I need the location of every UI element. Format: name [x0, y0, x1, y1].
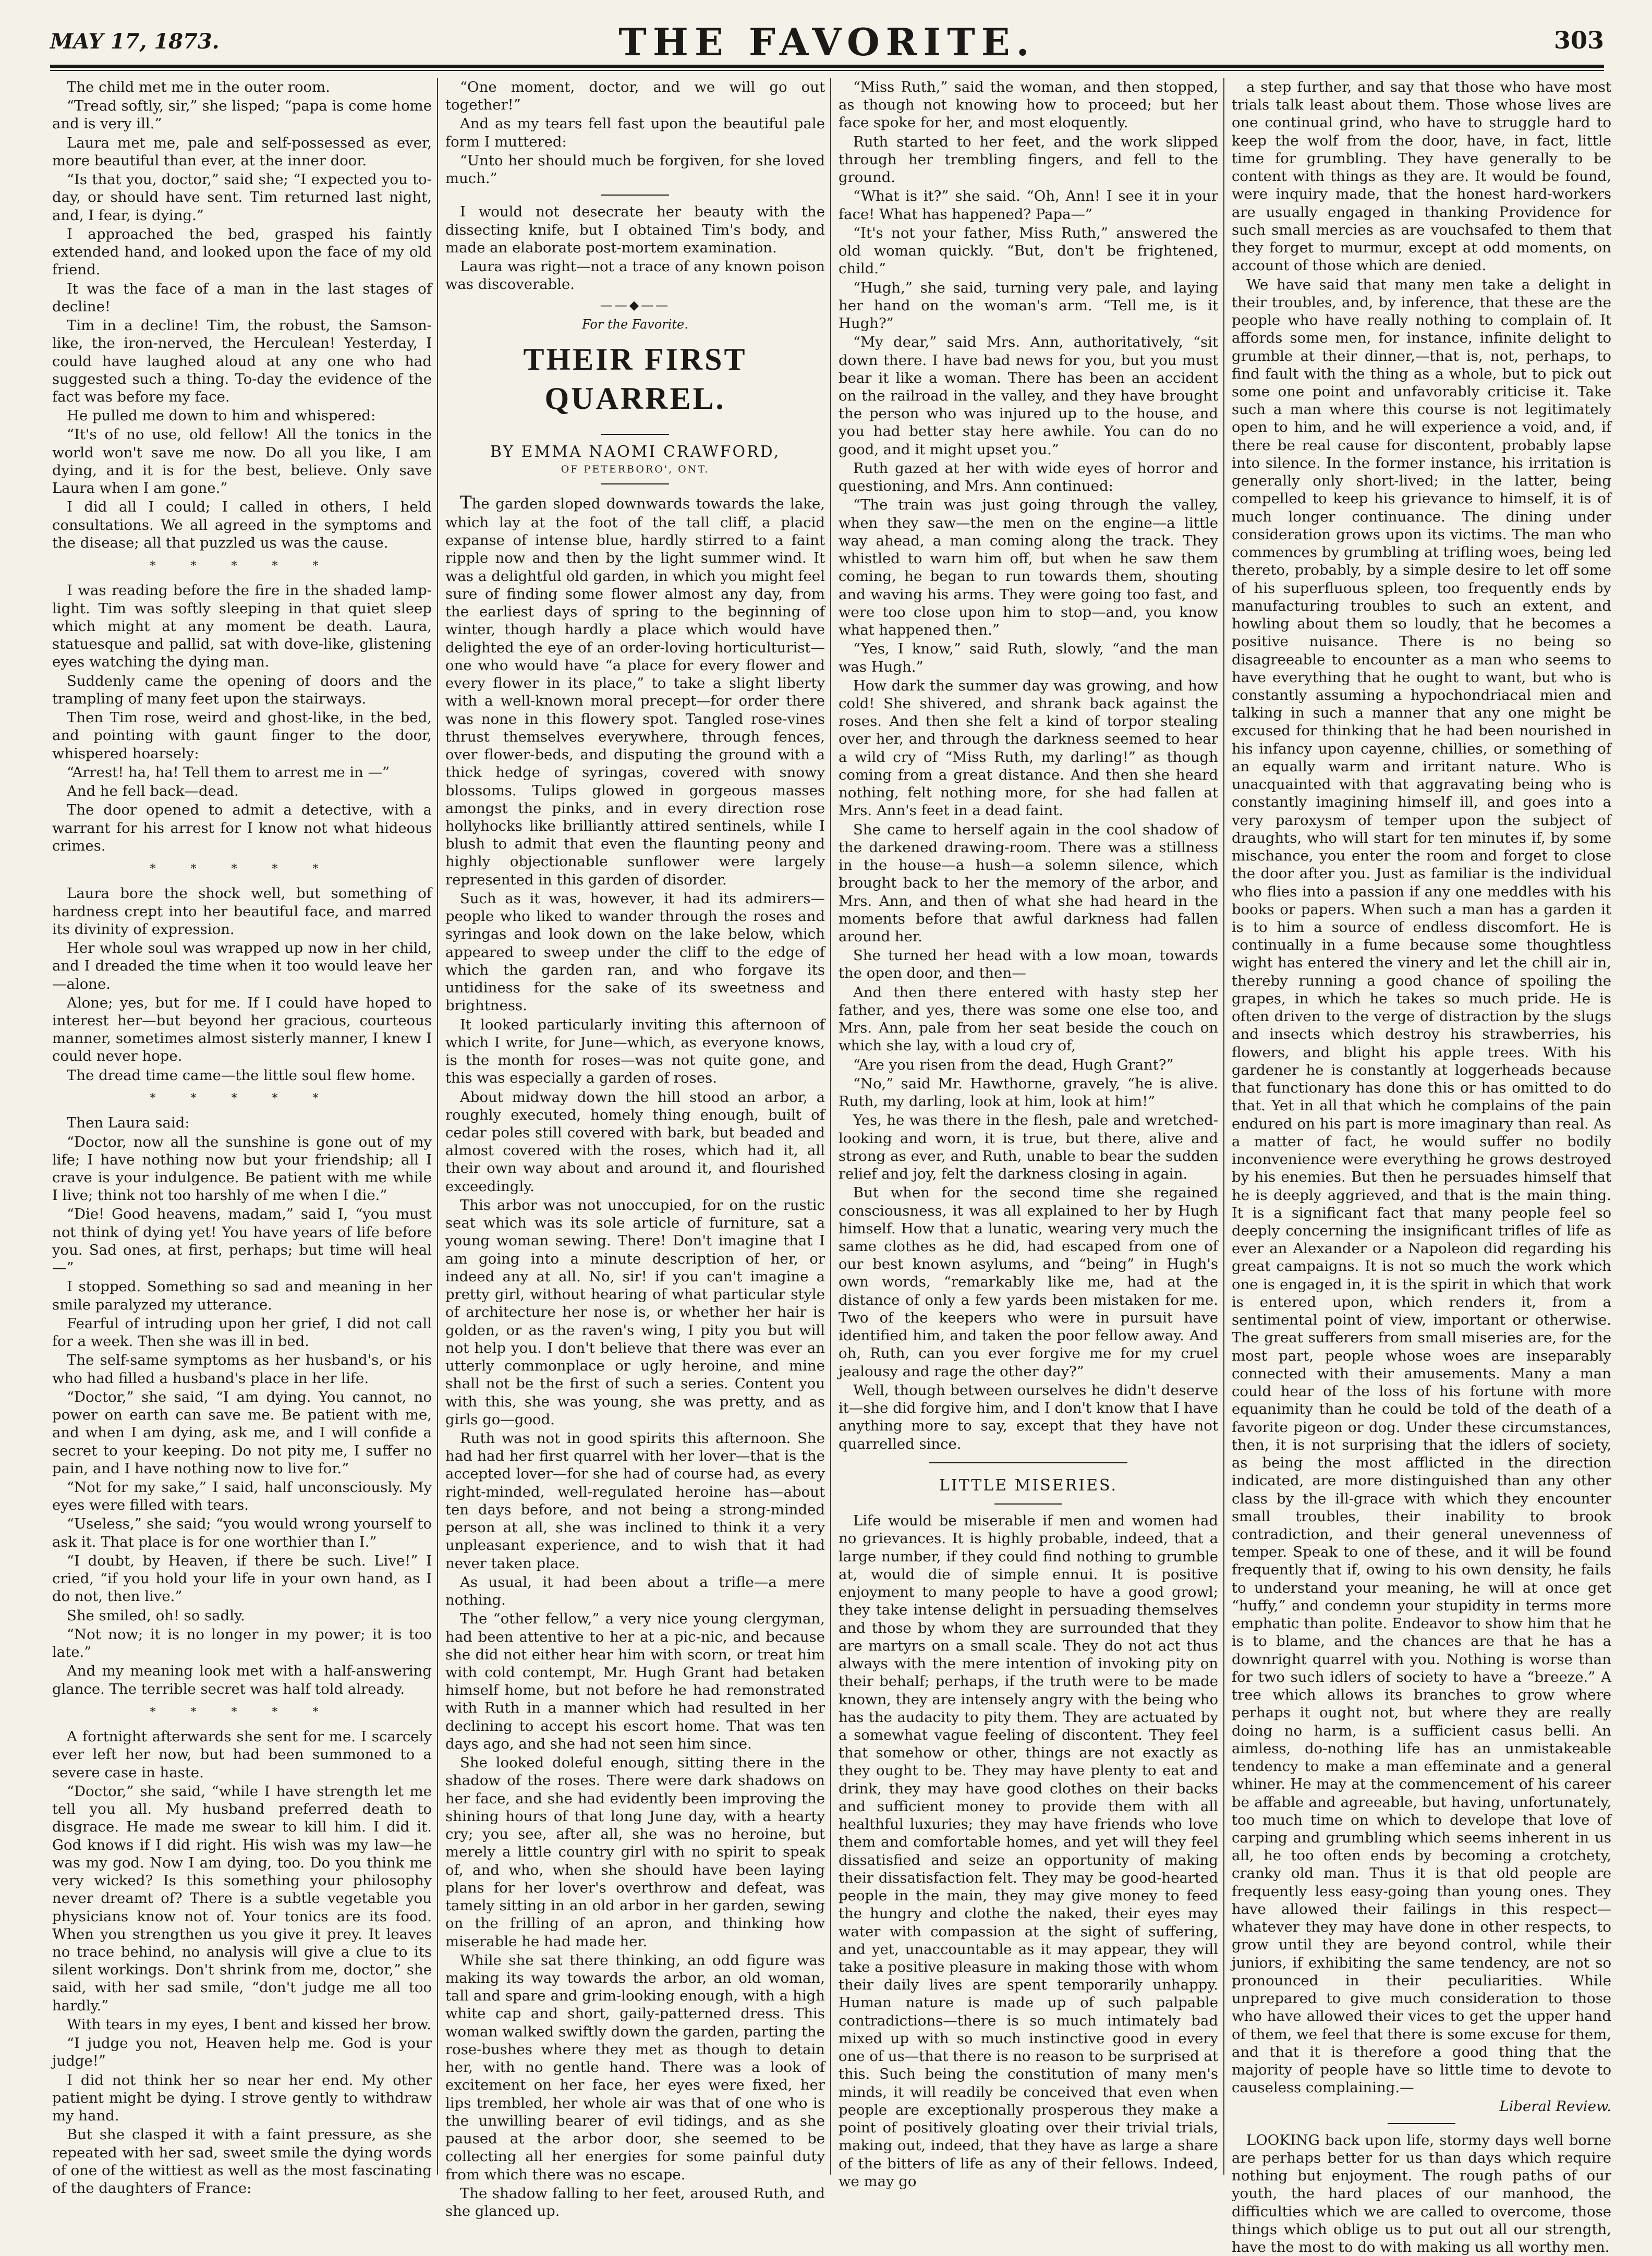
column-4 — [1232, 78, 1611, 2256]
paragraph: Ruth was not in good spirits this afternoon. She had had her first quarrel with her lover—that is the accepted lover—for she had of course had, as every right-minded, well-regulated heroine has—about ten days before, and not being a strong-minded person at all, she was inclined to think it a very unpleasant experience, and to wish that it had never taken place. — [445, 1429, 825, 1572]
paragraph: I approached the bed, grasped his faintly extended hand, and looked upon the face of my old friend. — [52, 225, 432, 278]
paragraph: And he fell back—dead. — [67, 783, 239, 800]
paragraph: “Die! Good heavens, madam,” said I, “you must not think of dying yet! You have years of life before you. Sad ones, at first, perhaps; but time will heal —” — [52, 1206, 432, 1277]
column-1 — [52, 78, 432, 2197]
paragraph: “It's of no use, old fellow! All the tonics in the world won't save me now. Do all you like, I am dying, and it is for the best, believe. Only save Laura when I am gone.” — [52, 426, 432, 497]
paragraph: Ruth gazed at her with wide eyes of horror and questioning, and Mrs. Ann continued: — [839, 459, 1218, 495]
paragraph: “Miss Ruth,” said the woman, and then stopped, as though not knowing how to proceed; but her face spoke for her, and most eloquently. — [839, 79, 1218, 131]
byline: BY EMMA NAOMI CRAWFORD, — [490, 442, 781, 461]
paragraph: And then there entered with hasty step her father, and yes, there was some one else too, and Mrs. Ann, pale from her seat beside the couch on which she lay, with a loud cry of, — [839, 984, 1218, 1054]
paragraph: “I judge you not, Heaven help me. God is your judge!” — [52, 2035, 432, 2070]
paragraph: And as my tears fell fast upon the beautiful pale form I muttered: — [445, 115, 825, 150]
column-2 — [445, 78, 825, 2220]
byline-residence: OF PETERBORO', ONT. — [561, 464, 710, 476]
paragraph: The garden sloped downwards towards the lake, which lay at the foot of the tall cliff, a placid expanse of intense blue, hardly stirred to a faint ripple now and then by the light summer wind. It was a delightful old garden, in which you might feel sure of finding some flower almost any day, from the earliest days of spring to the beginning of winter, though hardly a place which would have delighted the eye of an order-loving horticulturist—one who would have “a place for every flower and every flower in its place,” to take a slight liberty with a well-known moral precept—for order there was none in this flowery spot. Tangled rose-vines thrust themselves everywhere, through fences, over flower-beds, and disputing the ground with a thick hedge of syringas, covered with snowy blossoms. Tulips glowed in gorgeous masses amongst the pinks, and in every direction rose hollyhocks like brilliantly attired sentinels, while I blush to admit that even the flaunting peony and highly objectionable sunflower were largely represented in this garden of disorder. — [445, 492, 825, 888]
for-the-favorite-label: For the Favorite. — [582, 317, 688, 332]
newspaper-title: THE FAVORITE. — [618, 20, 1036, 64]
paragraph: Then Laura said: — [67, 1114, 190, 1132]
paragraph: She smiled, oh! so sadly. — [67, 1607, 245, 1624]
paragraph: “It's not your father, Miss Ruth,” answered the old woman quickly. “But, don't be frightened, child.” — [839, 224, 1218, 277]
paragraph: “I doubt, by Heaven, if there be such. Live!” I cried, “if you hold your life in your own hand, as I do not, then live.” — [52, 1552, 432, 1605]
paragraph: “Hugh,” she said, turning very pale, and laying her hand on the woman's arm. “Tell me, is it Hugh?” — [839, 279, 1218, 332]
paragraph: “Doctor,” she said, “I am dying. You cannot, no power on earth can save me. Be patient with me, and when I am dying, ask me, and I will confide a secret to your keeping. Do not pity me, I suffer no pain, and I have nothing now to live for.” — [52, 1388, 432, 1477]
paragraph: Suddenly came the opening of doors and the trampling of many feet upon the stairways. — [52, 672, 432, 707]
paragraph: While she sat there thinking, an odd figure was making its way towards the arbor, an old woman, tall and spare and grim-looking enough, with a high white cap and short, gaily-patterned dress. This woman walked swiftly down the garden, parting the rose-bushes where they met as though to detain her, with no gentle hand. There was a look of excitement on her face, her eyes were fixed, her lips trembled, her whole air was that of one who is the unwilling bearer of evil tidings, and as she paused at the arbor door, she seemed to be collecting all her energies for some painful duty from which there was no escape. — [445, 1951, 825, 2183]
masthead — [50, 20, 1604, 64]
column-3 — [839, 78, 1218, 2190]
paragraph: “Not for my sake,” I said, half unconsciously. My eyes were filled with tears. — [52, 1479, 432, 1514]
paragraph: “Yes, I know,” said Ruth, slowly, “and the man was Hugh.” — [839, 640, 1218, 675]
paragraph: LOOKING back upon life, stormy days well borne are perhaps better for us than days which require nothing but enjoyment. The rough paths of our youth, the hard places of our manhood, the difficulties which we are called to overcome, those things which oblige us to put out all our strength, have the most to do with making us all worthy men. — [1232, 2131, 1611, 2256]
paragraph: The child met me in the outer room. — [67, 79, 330, 95]
paragraph: “Useless,” she said; “you would wrong yourself to ask it. That place is for one worthier than I.” — [52, 1515, 432, 1550]
rule — [929, 1462, 1127, 1463]
paragraph: I would not desecrate her beauty with the dissecting knife, but I obtained Tim's body, and made an elaborate post-mortem examination. — [445, 203, 825, 256]
paragraph: Fearful of intruding upon her grief, I did not call for a week. Then she was ill in bed. — [52, 1315, 432, 1350]
column-divider — [1223, 78, 1224, 2175]
paragraph: I did all I could; I called in others, I held consultations. We all agreed in the symptoms and the disease; all that puzzled us was the cause. — [52, 499, 432, 551]
paragraph: As usual, it had been about a trifle—a mere nothing. — [445, 1573, 825, 1609]
masthead-rule — [50, 65, 1604, 68]
source-credit: Liberal Review. — [1499, 2098, 1611, 2115]
paragraph: “Is that you, doctor,” said she; “I expected you to-day, or should have sent. Tim returned last night, and, I fear, is dying.” — [52, 171, 432, 224]
story-title: THEIR FIRST QUARREL. — [523, 342, 747, 416]
section-break: * * * * * — [150, 1705, 334, 1719]
paragraph: This arbor was not unoccupied, for on the rustic seat which was its sole article of furniture, sat a young woman sewing. There! Don't imagine that I am going into a minute description of her, or indeed any at all. No, sir! if you can't imagine a pretty girl, without hearing of what particular style of architecture her nose is, or whether her hair is golden, or as the raven's wing, I pity you but will not help you. I don't believe that there was ever an utterly commonplace or ugly heroine, and mine shall not be the first of such a series. Content you with this, she was young, she was pretty, and as girls go—good. — [445, 1196, 825, 1428]
paragraph: a step further, and say that those who have most trials talk least about them. Those whose lives are one continual grind, who have to struggle hard to keep the wolf from the door, have, in fact, little time for grumbling. They have generally to be content with things as they are. It would be found, were inquiry made, that the honest hard-workers are usually engaged in thanking Providence for such small mercies as are vouchsafed to them that they forget to murmur, except at odd moments, on account of those which are denied. — [1232, 79, 1611, 274]
issue-date: MAY 17, 1873. — [50, 29, 220, 54]
section-break: * * * * * — [150, 1091, 334, 1105]
paragraph: I stopped. Something so sad and meaning in her smile paralyzed my utterance. — [52, 1278, 432, 1313]
paragraph: “Doctor, now all the sunshine is gone out of my life; I have nothing now but your friendship; all I crave is your indulgence. Be patient with me while I live; think not too harshly of me when I die.” — [52, 1133, 432, 1204]
paragraph: Ruth started to her feet, and the work slipped through her trembling fingers, and fell to the ground. — [839, 133, 1218, 186]
paragraph: About midway down the hill stood an arbor, a roughly executed, homely thing enough, built of cedar poles still covered with bark, but beaded and almost covered with the roses, which had it, all their own way about and around it, and flourished exceedingly. — [445, 1088, 825, 1195]
paragraph: Then Tim rose, weird and ghost-like, in the bed, and pointing with gaunt finger to the door, whispered hoarsely: — [52, 709, 432, 762]
paragraph: He pulled me down to him and whispered: — [67, 407, 376, 424]
paragraph: She turned her head with a low moan, towards the open door, and then— — [839, 947, 1218, 982]
paragraph: The self-same symptoms as her husband's, or his who had filled a husband's place in her life. — [52, 1352, 432, 1387]
paragraph: Her whole soul was wrapped up now in her child, and I dreaded the time when it too would leave her—alone. — [52, 940, 432, 992]
paragraph: But she clasped it with a faint pressure, as she repeated with her sad, sweet smile the dying words of one of the wittiest as well as the most fascinating of the daughters of France: — [52, 2126, 432, 2197]
paragraph: “One moment, doctor, and we will go out together!” — [445, 79, 825, 114]
paragraph: Alone; yes, but for me. If I could have hoped to interest her—but beyond her gracious, courteous manner, sometimes almost sisterly manner, I knew I could never hope. — [52, 994, 432, 1065]
paragraph: We have said that many men take a delight in their troubles, and, by inference, that these are the people who have really nothing to complain of. It affords some men, for instance, infinite delight to grumble at their dinner,—that is, not, perhaps, to find fault with the thing as a whole, but to pick out some one point and unfavorably criticise it. Take such a man where this course is not legitimately open to him, and he will experience a void, and, if there be real cause for discontent, probably lapse into silence. In the former instance, his irritation is generally only short-lived; in the latter, being compelled to keep his grievance to himself, it is of much longer continuance. The dining under consideration grows upon its victims. The man who commences by grumbling at trifling woes, being led thereto, probably, by a simple desire to let off some of his superfluous spleen, too frequently ends by manufacturing troubles to such an extent, and howling about them so loudly, that he becomes a positive nuisance. There is no being so disagreeable to encounter as a man who seems to have everything that he ought to want, but who is constantly assuming a hypochondriacal mien and talking in such a manner that any one might be excused for thinking that he had been nourished in his infancy upon cayenne, chillies, or something of an equally warm and irritant nature. Who is unacquainted with that aggravating being who is constantly imagining himself ill, and goes into a very paroxysm of temper upon the subject of draughts, who will start for ten minutes if, by some mischance, you enter the room and forget to close the door after you. Just as familiar is the individual who flies into a passion if any one meddles with his books or papers. When such a man has a garden it is to him a source of endless discomfort. He is continually in a fume because some thoughtless wight has entered the vinery and let the chill air in, thereby running a good chance of spoiling the grapes, in which he takes so much pride. He is often driven to the verge of distraction by the slugs and insects which destroy his strawberries, his flowers, and blight his apple trees. With his gardener he is constantly at loggerheads because that functionary has done this or has omitted to do that. Yet in all that which he complains of the pain endured on his part is more imaginary than real. As a matter of fact, he would suffer no bodily inconvenience were everything he grows destroyed by his enemies. But then he persuades himself that he is deeply aggrieved, and that is the main thing. It is a significant fact that many people feel so deeply concerning the insignificant trifles of life as ever an Alexander or a Napoleon did regarding his great campaigns. It is not so much the work which one is engaged in, it is the spirit in which that work is entered upon, which renders it, from a sentimental point of view, important or otherwise. The great sufferers from small miseries are, for the most part, people whose woes are inseparably connected with their amusements. Many a man could hear of the loss of his fortune with more equanimity than he could be told of the death of a favorite pigeon or dog. Under these circumstances, then, it is not surprising that the idlers of society, as being the most afflicted in the direction indicated, are more distinguished than any other class by the ill-grace with which they encounter small troubles, their inability to brook contradiction, and their general unevenness of temper. Speak to one of these, and it will be found frequently that if, owing to his own density, he fails to understand your meaning, he will at once get “huffy,” and condemn your stupidity in terms more emphatic than polite. Endeavor to show him that he is to blame, and the chances are that he has a downright quarrel with you. Nothing is worse than for two such idlers of society to have a “breeze.” A tree which allows its branches to grow where perhaps it ought not, but where they are really doing no harm, is a sufficient casus belli. An aimless, do-nothing life has an unmistakeable tendency to make a man effeminate and a general whiner. He may at the commencement of his career be affable and agreeable, but having, unfortunately, too much time on which to develope that love of carping and grumbling which seems inherent in us all, he too often ends by becoming a crotchety, cranky old man. Thus it is that old people are frequently less easy-going than young ones. They have allowed their failings in this respect—whatever they may have done in other respects, to grow until they are beyond control, while their juniors, if exhibiting the same tendency, are not so pronounced in their peculiarities. While unprepared to give much consideration to those who have allowed their vices to get the upper hand of them, we feel that there is some excuse for them, and that it is therefore a good thing that the majority of people have so little time to devote to causeless complaining.— — [1232, 276, 1611, 2096]
paragraph: A fortnight afterwards she sent for me. I scarcely ever left her now, but had been summoned to a severe case in haste. — [52, 1728, 432, 1781]
paragraph: She came to herself again in the cool shadow of the darkened drawing-room. There was a stillness in the house—a hush—a solemn silence, which brought back to her the memory of the arbor, and Mrs. Ann, and then of what she had heard in the moments before that awful darkness had fallen around her. — [839, 821, 1218, 945]
rule — [1388, 2123, 1455, 2124]
paragraph: She looked doleful enough, sitting there in the shadow of the roses. There were dark shadows on her face, and she had evidently been improving the shining hours of that long June day, with a hearty cry; you see, after all, she was no heroine, but merely a little country girl with no spirit to speak of, and who, when she should have been laying plans for her lover's overthrow and defeat, was tamely sitting in an old arbor in her garden, sewing on the frilling of an apron, and thinking how miserable he had made her. — [445, 1754, 825, 1950]
paragraph: I was reading before the fire in the shaded lamp-light. Tim was softly sleeping in that quiet sleep which might at any moment be death. Laura, statuesque and pallid, sat with dove-like, glistening eyes watching the dying man. — [52, 582, 432, 671]
paragraph: Such as it was, however, it had its admirers—people who liked to wander through the roses and syringas and look down on the lake below, which appeared to sweep under the cliff to the edge of which the garden ran, and who forgave its untidiness for the sake of its sweetness and brightness. — [445, 890, 825, 1014]
page-number: 303 — [1553, 26, 1604, 54]
column-divider — [437, 78, 438, 2175]
paragraph: I did not think her so near her end. My other patient might be dying. I strove gently to withdraw my hand. — [52, 2071, 432, 2125]
section-break: * * * * * — [150, 560, 334, 573]
paragraph: “Are you risen from the dead, Hugh Grant?” — [853, 1056, 1174, 1073]
masthead-rule-thin — [50, 70, 1604, 71]
paragraph: It looked particularly inviting this afternoon of which I write, for June—which, as everyone knows, is the month for roses—was not quite gone, and this was especially a garden of roses. — [445, 1016, 825, 1087]
paragraph: “Tread softly, sir,” she lisped; “papa is come home and is very ill.” — [52, 98, 432, 132]
section-break: * * * * * — [150, 862, 334, 876]
paragraph: How dark the summer day was growing, and how cold! She shivered, and shrank back against the roses. And then she felt a kind of torpor stealing over her, and through the darkness seemed to hear a wild cry of “Miss Ruth, my darling!” as though coming from a great distance. And then she heard nothing, felt nothing more, for she had fallen at Mrs. Ann's feet in a dead faint. — [839, 677, 1218, 819]
paragraph: With tears in my eyes, I bent and kissed her brow. — [67, 2016, 432, 2033]
paragraph: The dread time came—the little soul flew home. — [67, 1066, 416, 1084]
ornament-divider: ——◆—— — [600, 297, 671, 312]
paragraph: And my meaning look met with a half-answering glance. The terrible secret was half told already. — [52, 1663, 432, 1697]
section-heading: LITTLE MISERIES. — [939, 1476, 1118, 1495]
paragraph: “No,” said Mr. Hawthorne, gravely, “he is alive. Ruth, my darling, look at him, look at him!” — [839, 1075, 1218, 1110]
rule — [601, 195, 669, 196]
paragraph: “Arrest! ha, ha! Tell them to arrest me in —” — [67, 763, 390, 781]
paragraph: Life would be miserable if men and women had no grievances. It is highly probable, indeed, that a large number, if they could find nothing to grumble at, would die of simple ennui. It is positive enjoyment to many people to have a good growl; they take intense delight in persuading themselves and those by whom they are surrounded that they are martyrs on a small scale. They do not act thus always with the mere intention of invoking pity on their behalf; perhaps, if the truth were to be made known, they are intensely angry with the being who has the audacity to pity them. They are actuated by a somewhat vague feeling of discontent. They feel that somehow or other, things are not exactly as they ought to be. They may have plenty to eat and drink, they may have good clothes on their backs and sufficient money to provide them with all healthful luxuries; they may have friends who love them and comfortable homes, and yet will they feel dissatisfied and seize an opportunity of making their dissatisfaction felt. They may be good-hearted people in the main, they may give money to feed the hungry and clothe the naked, their eyes may water with compassion at the sight of suffering, and yet, unaccountable as it may appear, they will take a positive pleasure in making those with whom their daily lives are spent temporarily unhappy. Human nature is made up of such palpable contradictions—there is so much intimately bad mixed up with so much instinctive good in every one of us—that there is no reason to be surprised at this. Such being the constitution of many men's minds, it will readily be conceived that even when people are exceptionally prosperous they make a point of positively gloating over their trivial trials, making out, indeed, that they have as large a share of the bitters of life as any of their fellows. Indeed, we may go — [839, 1512, 1218, 2190]
paragraph: But when for the second time she regained consciousness, it was all explained to her by Hugh himself. How that a lunatic, wearing very much the same clothes as he did, had escaped from one of our best known asylums, and “being” in Hugh's own words, “remarkably like me, had at the distance of only a few yards been mistaken for me. Two of the keepers who were in pursuit have identified him, and taken the poor fellow away. And oh, Ruth, can you ever forgive me for my cruel jealousy and rage the other day?” — [839, 1184, 1218, 1380]
paragraph: “Not now; it is no longer in my power; it is too late.” — [52, 1626, 432, 1661]
paragraph: “The train was just going through the valley, when they saw—the men on the engine—a little way ahead, a man coming along the track. They whistled to warn him off, but when he saw them coming, he began to run towards them, shouting and waving his arms. They were going too fast, and were too close upon him to stop—and, you know what happened then.” — [839, 496, 1218, 639]
paragraph: Well, though between ourselves he didn't deserve it—she did forgive him, and I don't know that I have anything more to say, except that they have not quarrelled since. — [839, 1381, 1218, 1452]
paragraph: The door opened to admit a detective, with a warrant for his arrest for I know not what hideous crimes. — [52, 802, 432, 854]
paragraph: “What is it?” she said. “Oh, Ann! I see it in your face! What has happened? Papa—” — [839, 188, 1218, 223]
column-divider — [830, 78, 831, 2175]
paragraph: Laura bore the shock well, but something of hardness crept into her beautiful face, and marred its divinity of expression. — [52, 885, 432, 938]
rule — [601, 483, 669, 484]
paragraph: “My dear,” said Mrs. Ann, authoritatively, “sit down there. I have bad news for you, but you must bear it like a woman. There has been an accident on the railroad in the valley, and they have brought the person who was injured up to the house, and you had better stay here awhile. You can do no good, and it might upset you.” — [839, 334, 1218, 458]
paragraph: It was the face of a man in the last stages of decline! — [52, 280, 432, 315]
paragraph: The shadow falling to her feet, aroused Ruth, and she glanced up. — [445, 2185, 825, 2220]
paragraph: Laura met me, pale and self-possessed as ever, more beautiful than ever, at the inner door. — [52, 134, 432, 169]
paragraph: “Unto her should much be forgiven, for she loved much.” — [445, 152, 825, 187]
paragraph: Tim in a decline! Tim, the robust, the Samson-like, the iron-nerved, the Herculean! Yesterday, I could have laughed aloud at any one who had suggested such a thing. To-day the evidence of the fact was before my face. — [52, 317, 432, 405]
rule — [601, 434, 669, 435]
paragraph: Yes, he was there in the flesh, pale and wretched-looking and worn, it is true, but there, alive and strong as ever, and Ruth, unable to bear the sudden relief and joy, felt the darkness closing in again. — [839, 1112, 1218, 1183]
paragraph: Laura was right—not a trace of any known poison was discoverable. — [445, 258, 825, 293]
paragraph: “Doctor,” she said, “while I have strength let me tell you all. My husband preferred death to disgrace. He made me swear to kill him. I did it. God knows if I did right. His wish was my law—he was my god. Now I am dying, too. Do you think me very wicked? Is this something your philosophy never dreamt of? There is a subtle vegetable you physicians know not of. Your tonics are its food. When you strengthen us you give it prey. It leaves no trace behind, no analysis will give a clue to its silent workings. Don't shrink from me, doctor,” she said, with her sad smile, “don't judge me all too hardly.” — [52, 1782, 432, 2014]
rule — [994, 1503, 1062, 1505]
paragraph: The “other fellow,” a very nice young clergyman, had been attentive to her at a pic-nic, and because she did not either hear him with scorn, or treat him with cold contempt, Mr. Hugh Grant had betaken himself home, but not before he had remonstrated with Ruth in a manner which had resulted in her declining to accept his escort home. That was ten days ago, and she had not seen him since. — [445, 1610, 825, 1752]
